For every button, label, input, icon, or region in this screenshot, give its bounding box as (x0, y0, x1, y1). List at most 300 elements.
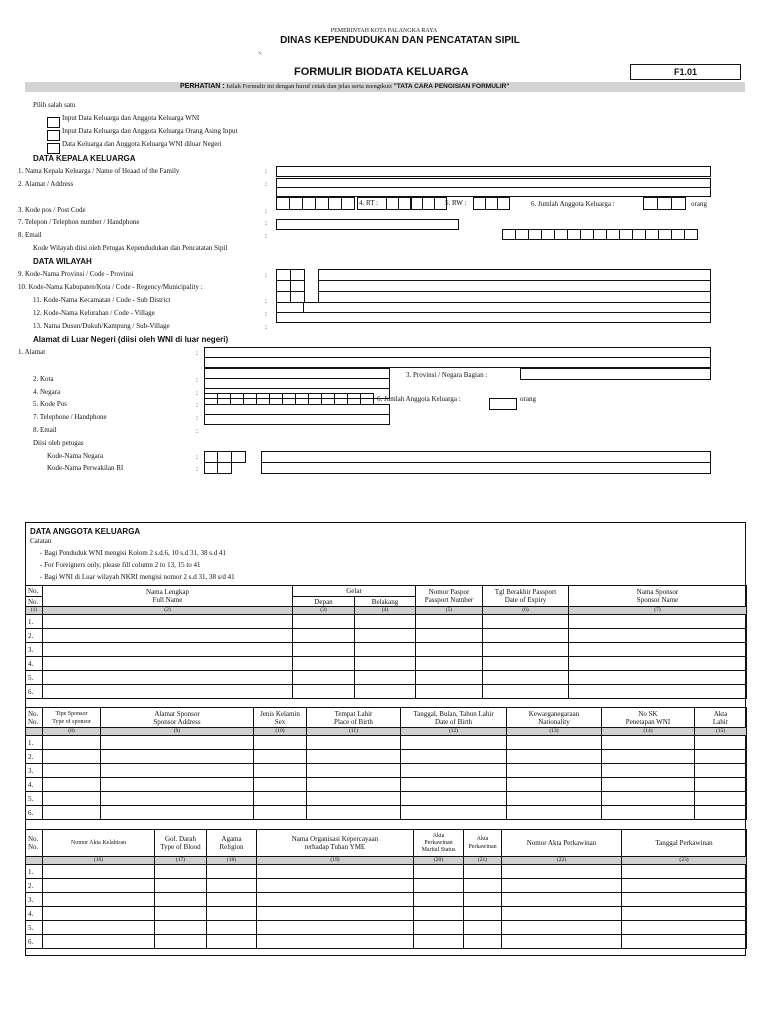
cell[interactable] (602, 764, 695, 778)
cell[interactable] (695, 792, 747, 806)
th-no (26, 830, 43, 857)
th-agama-top: Agama (221, 835, 242, 843)
col-index: (13) (507, 728, 602, 736)
input-rt[interactable] (386, 197, 447, 210)
row-number: 5. (26, 921, 43, 935)
cell[interactable] (43, 657, 293, 671)
notice (180, 82, 509, 91)
col-index: (4) (355, 607, 416, 615)
th-ap-top: Akta (476, 836, 489, 842)
col-index: (18) (207, 857, 257, 865)
notice-end: "TATA CARA PENGISIAN FORMULIR" (393, 83, 510, 90)
cell[interactable] (569, 671, 747, 685)
cell[interactable] (43, 685, 293, 699)
row-number: 3. (26, 893, 43, 907)
cell[interactable] (43, 750, 101, 764)
th-org-bot: terhadap Tuhan YME (304, 843, 366, 851)
cell[interactable] (416, 615, 483, 629)
cell[interactable] (502, 893, 622, 907)
cell[interactable] (101, 764, 254, 778)
cell[interactable] (416, 643, 483, 657)
cell[interactable] (622, 907, 747, 921)
cell[interactable] (43, 671, 293, 685)
cell[interactable] (622, 865, 747, 879)
table-row (26, 629, 747, 643)
colon: : (196, 453, 198, 461)
cell[interactable] (695, 778, 747, 792)
input-telepon[interactable] (276, 219, 459, 230)
label-kodepos: 3. Kode pos / Post Code (18, 206, 86, 214)
th-jk-top: Jenis Kelamin (260, 709, 300, 718)
th-kw-top: Kewarganegaraan (528, 709, 580, 718)
cell[interactable] (695, 806, 747, 820)
label-orang: orang (691, 200, 707, 208)
cell[interactable] (307, 792, 401, 806)
colon: : (265, 323, 267, 331)
cell[interactable] (464, 921, 502, 935)
form-title: FORMULIR BIODATA KELUARGA (294, 66, 469, 78)
label-luar-jumlah: 6. Jumlah Anggota Keluarga : (377, 395, 461, 403)
row-number: 1. (26, 615, 43, 629)
cell[interactable] (507, 806, 602, 820)
row-number: 4. (26, 778, 43, 792)
row-number: 5. (26, 792, 43, 806)
th-no-top: No. (28, 835, 39, 843)
cell[interactable] (483, 671, 569, 685)
cell[interactable] (257, 865, 414, 879)
cell[interactable] (207, 935, 257, 949)
th-gol-darah (155, 830, 207, 857)
cell[interactable] (101, 792, 254, 806)
cell[interactable] (254, 736, 307, 750)
cell[interactable] (502, 907, 622, 921)
cell[interactable] (257, 935, 414, 949)
th-paspor (416, 586, 483, 607)
cell[interactable] (257, 879, 414, 893)
cell[interactable] (254, 764, 307, 778)
notice-text: Isilah Formulir ini dengan huruf cetak dan jelas serta mengikuti (226, 83, 392, 90)
cell[interactable] (569, 657, 747, 671)
cell[interactable] (502, 921, 622, 935)
label-jumlah: 6. Jumlah Anggota Keluarga : (531, 200, 615, 208)
cell[interactable] (207, 893, 257, 907)
cell[interactable] (483, 685, 569, 699)
checkbox-luar-negeri[interactable] (47, 143, 60, 154)
cell[interactable] (207, 879, 257, 893)
th-akta-bot: Lahir (712, 717, 729, 726)
cell[interactable] (622, 935, 747, 949)
table-row (26, 764, 747, 778)
table-row (26, 907, 747, 921)
row-number: 3. (26, 764, 43, 778)
cell[interactable] (155, 935, 207, 949)
label-luar-telepon: 7. Telephone / Handphone (33, 413, 107, 421)
cell[interactable] (307, 750, 401, 764)
row-number: 3. (26, 643, 43, 657)
cell[interactable] (622, 879, 747, 893)
col-index: (3) (293, 607, 355, 615)
colon: : (265, 167, 267, 175)
cell[interactable] (502, 935, 622, 949)
th-tempat-bot: Place of Birth (334, 717, 373, 726)
choice-prompt: Pilih salah satu (33, 101, 76, 109)
colon: : (265, 297, 267, 305)
cell[interactable] (307, 778, 401, 792)
cell[interactable] (43, 792, 101, 806)
th-no-top: No. (28, 709, 39, 718)
cell[interactable] (414, 935, 464, 949)
cell[interactable] (101, 778, 254, 792)
input-luar-jumlah[interactable] (489, 398, 517, 410)
th-alamat-top: Alamat Sponsor (154, 709, 200, 718)
th-tipe-sponsor (43, 708, 101, 728)
cell[interactable] (43, 907, 155, 921)
cell[interactable] (293, 615, 355, 629)
cell[interactable] (307, 764, 401, 778)
col-index: (7) (569, 607, 747, 615)
input-dusun[interactable] (276, 312, 711, 323)
label-telepon: 7. Telepon / Telephon number / Handphone (18, 218, 140, 226)
th-alamat-bot: Sponsor Address (153, 717, 201, 726)
th-tanggal-lahir (401, 708, 507, 728)
cell[interactable] (401, 736, 507, 750)
cell[interactable] (602, 792, 695, 806)
th-akta-perkawinan (464, 830, 502, 857)
cell[interactable] (254, 806, 307, 820)
th-expiry-top: Tgl Berakhir Passport (494, 588, 557, 596)
row-number: 6. (26, 935, 43, 949)
th-ap-bot: Perkawinan (468, 844, 497, 850)
cell[interactable] (602, 806, 695, 820)
table-row (26, 806, 747, 820)
cell[interactable] (254, 778, 307, 792)
cell[interactable] (257, 921, 414, 935)
th-sponsor-bot: Sponsor Name (636, 596, 679, 604)
th-gol-top: Gol. Darah (164, 835, 197, 843)
th-fullname (43, 586, 293, 607)
cell[interactable] (602, 750, 695, 764)
table-row (26, 685, 747, 699)
cell[interactable] (695, 764, 747, 778)
checkbox-asing[interactable] (47, 130, 60, 141)
cell[interactable] (464, 893, 502, 907)
catatan-3: - Bagi WNI di Luar wilayah NKRI mengisi nomor 2 s.d 31, 38 s/d 41 (40, 573, 235, 581)
colon: : (196, 401, 198, 409)
cell[interactable] (155, 893, 207, 907)
catatan-label: Catatan (30, 537, 52, 545)
th-organisasi (257, 830, 414, 857)
input-email[interactable] (502, 229, 698, 240)
cell[interactable] (695, 750, 747, 764)
cell[interactable] (695, 736, 747, 750)
cell[interactable] (483, 615, 569, 629)
th-kw-bot: Nationality (538, 717, 570, 726)
th-fullname-top: Nama Lengkap (146, 588, 189, 596)
cell[interactable] (401, 792, 507, 806)
th-sk-mid: Perkawinan (424, 839, 453, 846)
cell[interactable] (155, 907, 207, 921)
col-index: (14) (602, 728, 695, 736)
cell[interactable] (464, 879, 502, 893)
cell[interactable] (293, 643, 355, 657)
cell[interactable] (401, 750, 507, 764)
cell[interactable] (416, 685, 483, 699)
cell[interactable] (207, 865, 257, 879)
input-luar-telepon-2[interactable] (204, 414, 390, 425)
col-index: (21) (464, 857, 502, 865)
cell[interactable] (569, 643, 747, 657)
cell[interactable] (401, 778, 507, 792)
cell[interactable] (401, 764, 507, 778)
col-index: (1) (26, 607, 43, 615)
cell[interactable] (43, 736, 101, 750)
th-sponsor (569, 586, 747, 607)
cell[interactable] (355, 657, 416, 671)
cell[interactable] (355, 615, 416, 629)
input-luar-provinsi[interactable] (520, 368, 711, 380)
th-no: No. (26, 586, 43, 597)
th-paspor-top: Nomor Paspor (428, 588, 470, 596)
col-index: (15) (695, 728, 747, 736)
th-no-sk (602, 708, 695, 728)
table-row (26, 879, 747, 893)
row-number: 1. (26, 736, 43, 750)
cell[interactable] (43, 778, 101, 792)
cell[interactable] (464, 935, 502, 949)
label-luar-email: 8. Email (33, 426, 57, 434)
label-kode-negara: Kode-Nama Negara (47, 452, 104, 460)
cell[interactable] (355, 643, 416, 657)
colon: : (265, 180, 267, 188)
th-org-top: Nama Organisasi Kepercayaan (291, 835, 379, 843)
col-index: (2) (43, 607, 293, 615)
row-number: 2. (26, 750, 43, 764)
label-dusun: 13. Nama Dusun/Dukuh/Kampung / Sub-Village (33, 322, 170, 330)
cell[interactable] (507, 778, 602, 792)
input-luar-alamat-2[interactable] (204, 357, 711, 368)
colon: : (265, 271, 267, 279)
cell[interactable] (254, 792, 307, 806)
cell[interactable] (43, 806, 101, 820)
cell[interactable] (254, 750, 307, 764)
govt-line: PEMERINTAH KOTA PALANGKA RAYA (330, 28, 438, 34)
cell[interactable] (464, 907, 502, 921)
col-index: (17) (155, 857, 207, 865)
row-number: 6. (26, 685, 43, 699)
th-gol-bot: Type of Blood (160, 843, 201, 851)
label-kelurahan: 12. Kode-Nama Kelurahan / Code - Village (33, 309, 155, 317)
cell[interactable] (43, 764, 101, 778)
th-tgl-top: Tanggal, Bulan, Tahun Lahir (413, 709, 494, 718)
th-fullname-bot: Full Name (152, 596, 183, 604)
table-anggota-3 (25, 829, 747, 949)
label-luar-alamat: 1. Alamat (18, 348, 46, 356)
input-kodepos[interactable] (276, 197, 355, 210)
cell[interactable] (43, 865, 155, 879)
th-agama (207, 830, 257, 857)
cell[interactable] (355, 671, 416, 685)
label-alamat: 2. Alamat / Address (18, 180, 74, 188)
col-index: (23) (622, 857, 747, 865)
th-sk-bot: Marital Status (421, 846, 456, 853)
cell[interactable] (293, 685, 355, 699)
th-nomor-akta-perkawinan: Nomor Akta Perkawinan (502, 830, 622, 857)
cell[interactable] (101, 750, 254, 764)
colon: : (196, 349, 198, 357)
cell[interactable] (293, 671, 355, 685)
input-nama-perwakilan[interactable] (261, 462, 711, 474)
label-provinsi: 9. Kode-Nama Provinsi / Code - Provinsi (18, 270, 134, 278)
cell[interactable] (416, 671, 483, 685)
cell[interactable] (502, 865, 622, 879)
th-depan: Depan (293, 597, 355, 607)
luar-heading: Alamat di Luar Negeri (diisi oleh WNI di luar negeri) (33, 335, 229, 344)
cell[interactable] (602, 736, 695, 750)
checkbox-wni[interactable] (47, 117, 60, 128)
cell[interactable] (155, 865, 207, 879)
form-code: F1.01 (630, 64, 741, 80)
cell[interactable] (483, 657, 569, 671)
table-row (26, 657, 747, 671)
choice-1: Input Data Keluarga dan Anggota Keluarga WNI (62, 114, 200, 122)
table-row (26, 671, 747, 685)
col-index: (16) (43, 857, 155, 865)
cell[interactable] (464, 865, 502, 879)
cell[interactable] (43, 615, 293, 629)
row-number: 4. (26, 657, 43, 671)
cell[interactable] (507, 764, 602, 778)
cell[interactable] (155, 921, 207, 935)
cell[interactable] (257, 907, 414, 921)
cell[interactable] (155, 879, 207, 893)
label-petugas: Diisi oleh petugas (33, 439, 84, 447)
label-kode-perwakilan: Kode-Nama Perwakilan RI (47, 464, 124, 472)
th-no: No. (26, 597, 43, 607)
cell[interactable] (483, 643, 569, 657)
cell[interactable] (43, 879, 155, 893)
input-kode-perwakilan[interactable] (204, 462, 232, 474)
cell[interactable] (569, 615, 747, 629)
cell[interactable] (401, 806, 507, 820)
cell[interactable] (569, 685, 747, 699)
th-tempat-lahir (307, 708, 401, 728)
input-nama-kepala[interactable] (276, 166, 711, 177)
cell[interactable] (507, 736, 602, 750)
colon: : (265, 310, 267, 318)
cell[interactable] (207, 907, 257, 921)
cell[interactable] (569, 629, 747, 643)
anggota-heading: DATA ANGGOTA KELUARGA (30, 527, 141, 536)
th-no (26, 708, 43, 728)
cell[interactable] (483, 629, 569, 643)
cell[interactable] (507, 792, 602, 806)
table-anggota-2 (25, 707, 747, 820)
choice-3: Data Keluarga dan Anggota Keluarga WNI diluar Negeri (62, 140, 222, 148)
col-index: (8) (43, 728, 101, 736)
cell[interactable] (43, 643, 293, 657)
colon: : (196, 414, 198, 422)
cell[interactable] (101, 736, 254, 750)
input-alamat-2[interactable] (276, 187, 711, 197)
cell[interactable] (414, 907, 464, 921)
th-tempat-top: Tempat Lahir (334, 709, 373, 718)
cell[interactable] (257, 893, 414, 907)
kepala-heading: DATA KEPALA KELUARGA (33, 154, 136, 163)
cell[interactable] (414, 865, 464, 879)
cell[interactable] (43, 935, 155, 949)
col-index: (9) (101, 728, 254, 736)
table-row (26, 865, 747, 879)
label-luar-orang: orang (520, 395, 536, 403)
col-index: (10) (254, 728, 307, 736)
label-luar-kota: 2. Kota (33, 375, 54, 383)
cell[interactable] (622, 893, 747, 907)
catatan-2: - For Foreigners only, please fill column 2 to 13, 15 to 41 (40, 561, 201, 569)
cell[interactable] (416, 629, 483, 643)
cell[interactable] (293, 629, 355, 643)
th-expiry (483, 586, 569, 607)
th-akta-lahir (695, 708, 747, 728)
col-index: (6) (483, 607, 569, 615)
cell[interactable] (355, 629, 416, 643)
row-number: 1. (26, 865, 43, 879)
cell[interactable] (414, 893, 464, 907)
cell[interactable] (43, 921, 155, 935)
table-row (26, 778, 747, 792)
scribble-mark: ⸜ (258, 47, 262, 56)
cell[interactable] (414, 921, 464, 935)
th-no-bot: No. (28, 717, 39, 726)
cell[interactable] (507, 750, 602, 764)
col-index: (20) (414, 857, 464, 865)
cell[interactable] (293, 657, 355, 671)
row-number: 2. (26, 629, 43, 643)
colon: : (265, 232, 267, 240)
cell[interactable] (502, 879, 622, 893)
colon: : (196, 465, 198, 473)
table-row (26, 893, 747, 907)
col-index (26, 728, 43, 736)
cell[interactable] (307, 736, 401, 750)
kode-wilayah-note: Kode Wilayah diisi oleh Petugas Kependudukan dan Pencatatan Sipil (33, 244, 228, 252)
cell[interactable] (622, 921, 747, 935)
th-sk-top: Akta (432, 832, 445, 839)
input-rw[interactable] (473, 197, 510, 210)
label-kabupaten: 10. Kode-Nama Kabupaten/Kota / Code - Regency/Municipality : (18, 283, 203, 291)
th-sk-bot: Penetapan WNI (625, 717, 671, 726)
input-jumlah[interactable] (643, 197, 686, 210)
cell[interactable] (43, 629, 293, 643)
th-sponsor-top: Nama Sponsor (636, 588, 679, 596)
cell[interactable] (602, 778, 695, 792)
cell[interactable] (207, 921, 257, 935)
table-row (26, 750, 747, 764)
colon: : (265, 207, 267, 215)
cell[interactable] (307, 806, 401, 820)
label-kecamatan: 11. Kode-Nama Kecamatan / Code - Sub District (33, 296, 171, 304)
table-row (26, 643, 747, 657)
cell[interactable] (355, 685, 416, 699)
th-akta-top: Akta (713, 709, 728, 718)
cell[interactable] (101, 806, 254, 820)
th-kewarganegaraan (507, 708, 602, 728)
th-alamat-sponsor (101, 708, 254, 728)
table-row (26, 792, 747, 806)
row-number: 6. (26, 806, 43, 820)
cell[interactable] (414, 879, 464, 893)
cell[interactable] (416, 657, 483, 671)
cell[interactable] (43, 893, 155, 907)
